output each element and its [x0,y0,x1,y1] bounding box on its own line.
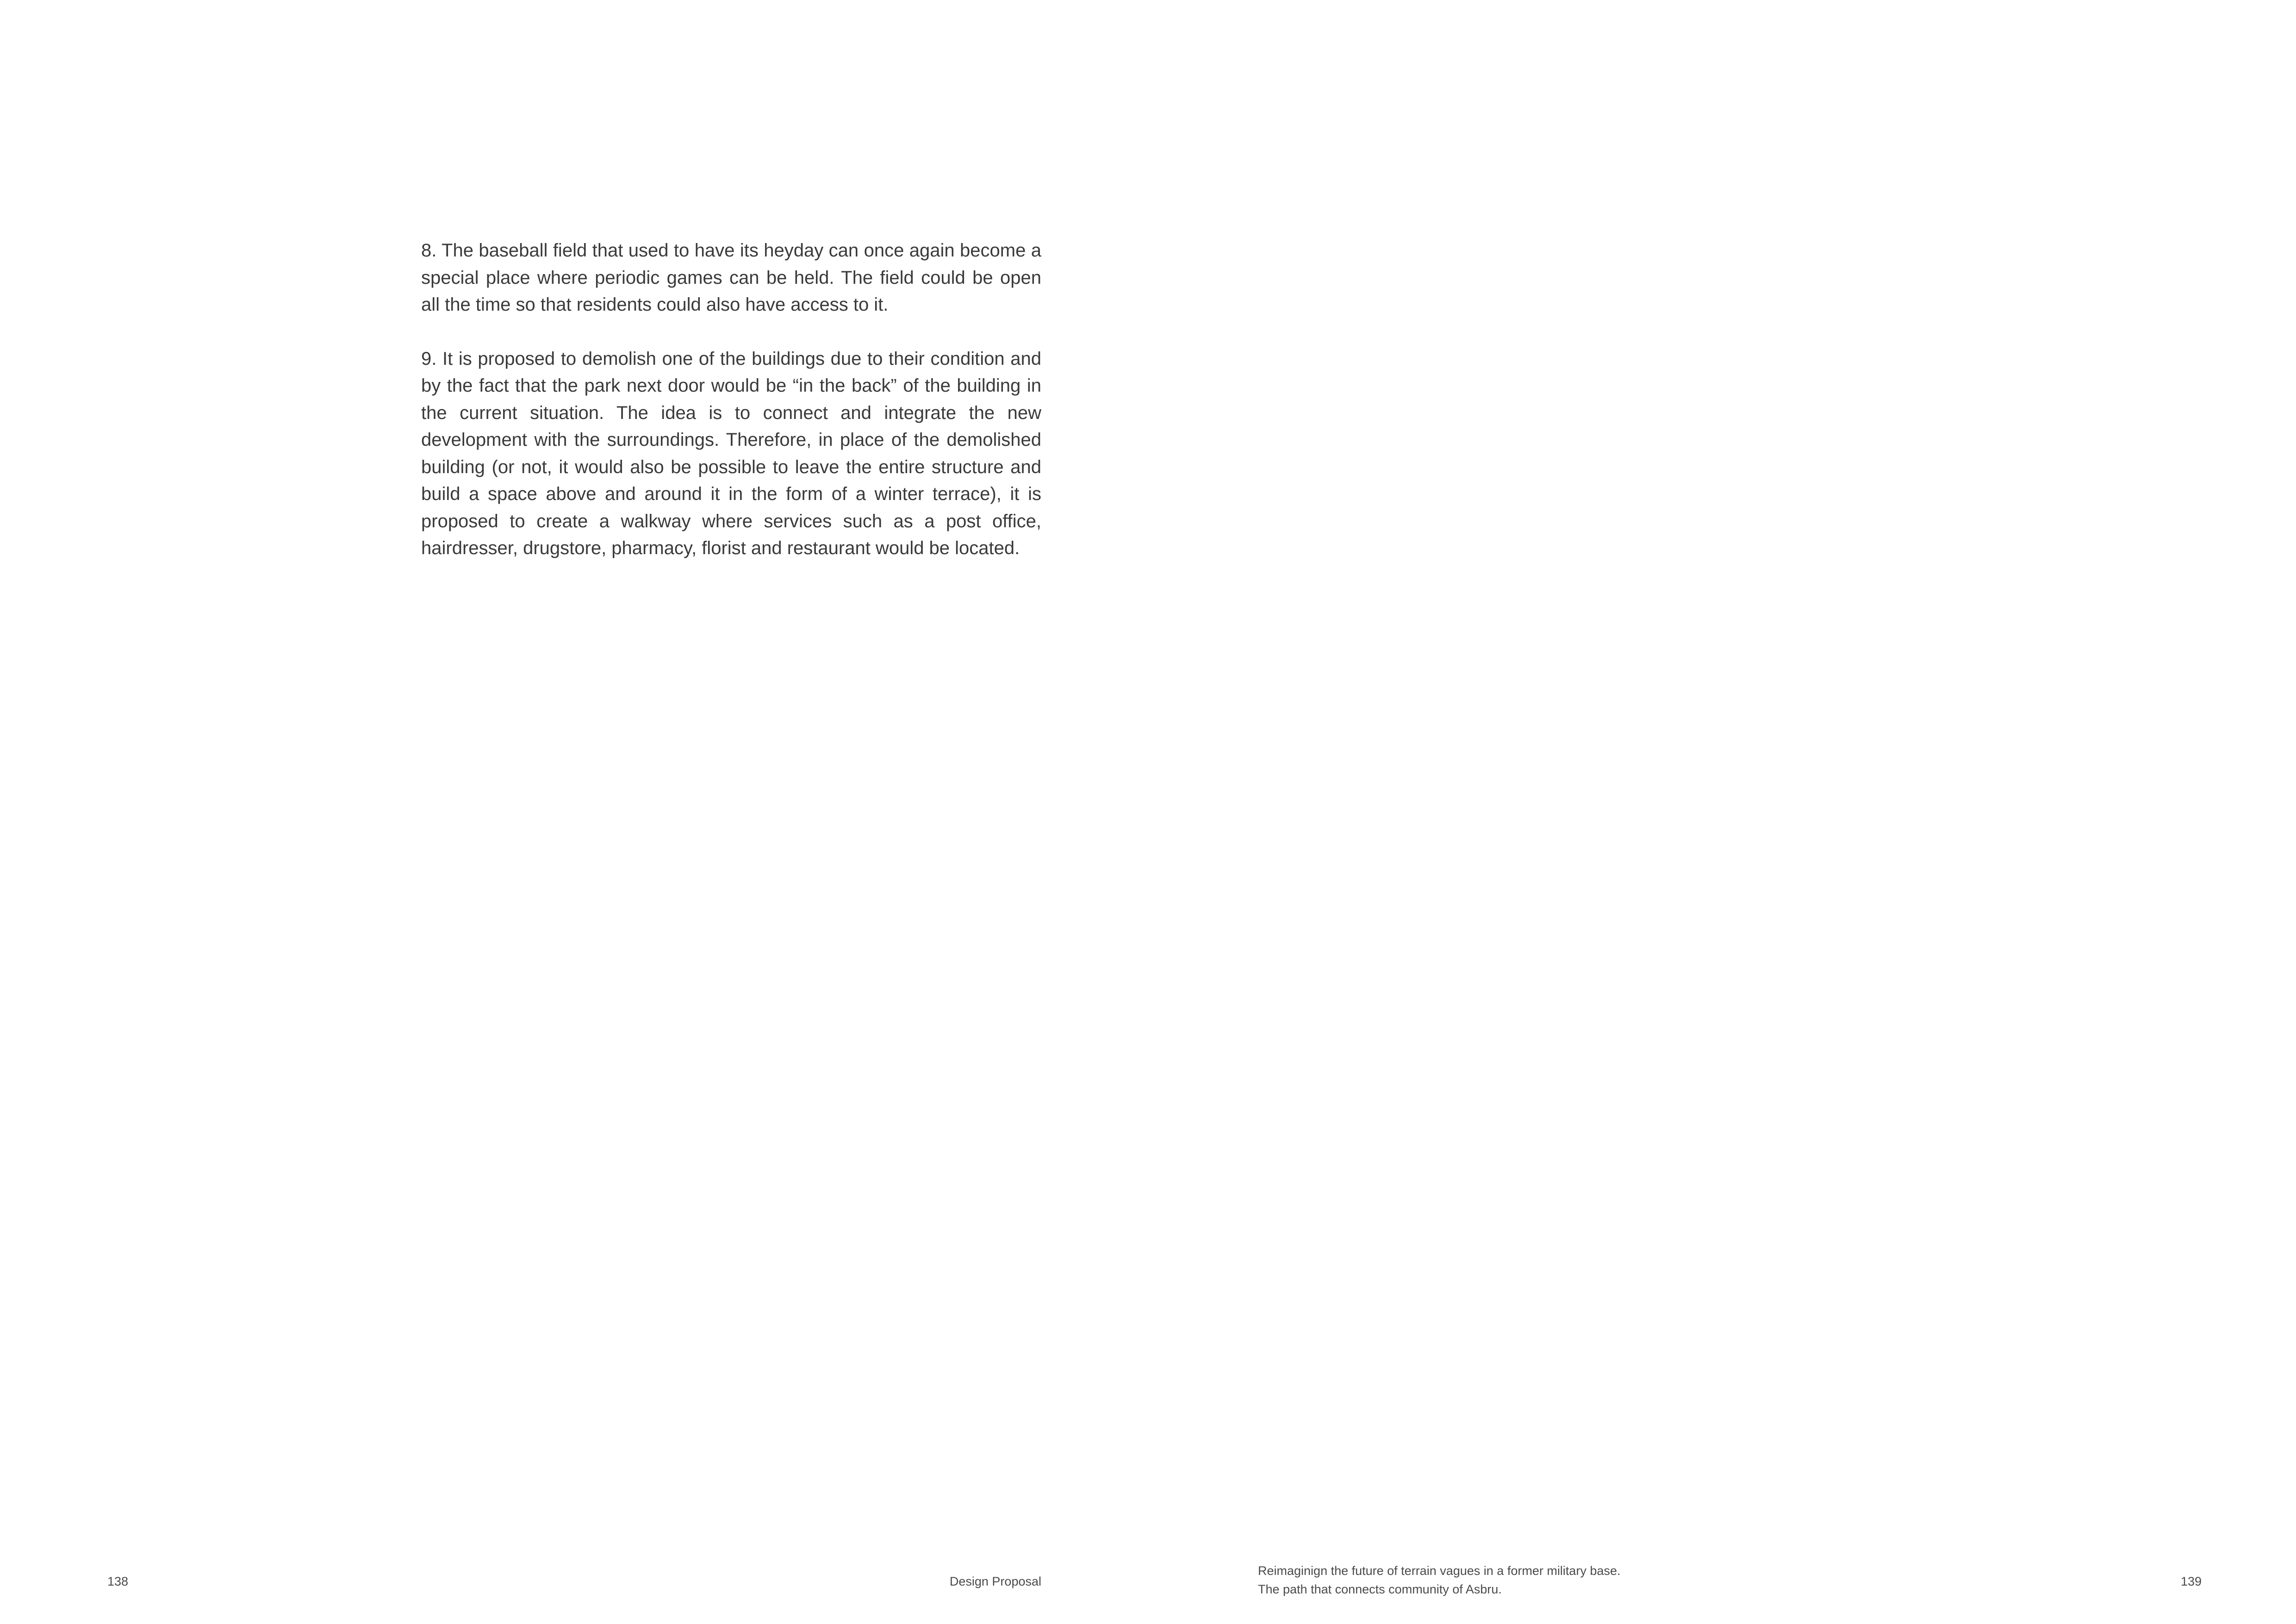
page-number-left: 138 [107,1574,129,1588]
section-title: Design Proposal [949,1574,1041,1588]
right-page [1148,0,2296,1624]
running-title-line-2: The path that connects community of Asbru. [1258,1582,1502,1596]
running-title-line-1: Reimaginign the future of terrain vagues in a former military base. [1258,1564,1621,1578]
page-number-right: 139 [2180,1574,2202,1588]
paragraph-8: 8. The baseball field that used to have its heyday can once again become a special place where periodic games can be held. The field could be open all the time so that residents could also have access to it. [421,240,1041,315]
paragraph-9: 9. It is proposed to demolish one of the buildings due to their condition and by the fact that the park next door would be “in the back” of the building in the current situation. The idea is to connect and integrate the new development with the surroundings. Therefore, in place of the demolished building (or not, it would also be possible to leave the entire structure and build a space above and around it in the form of a winter terrace), it is proposed to create a walkway where services such as a post office, hairdresser, drugstore, pharmacy, florist and restaurant would be located. [421,348,1041,558]
body-text [421,237,1041,589]
running-title [1258,1562,1620,1599]
